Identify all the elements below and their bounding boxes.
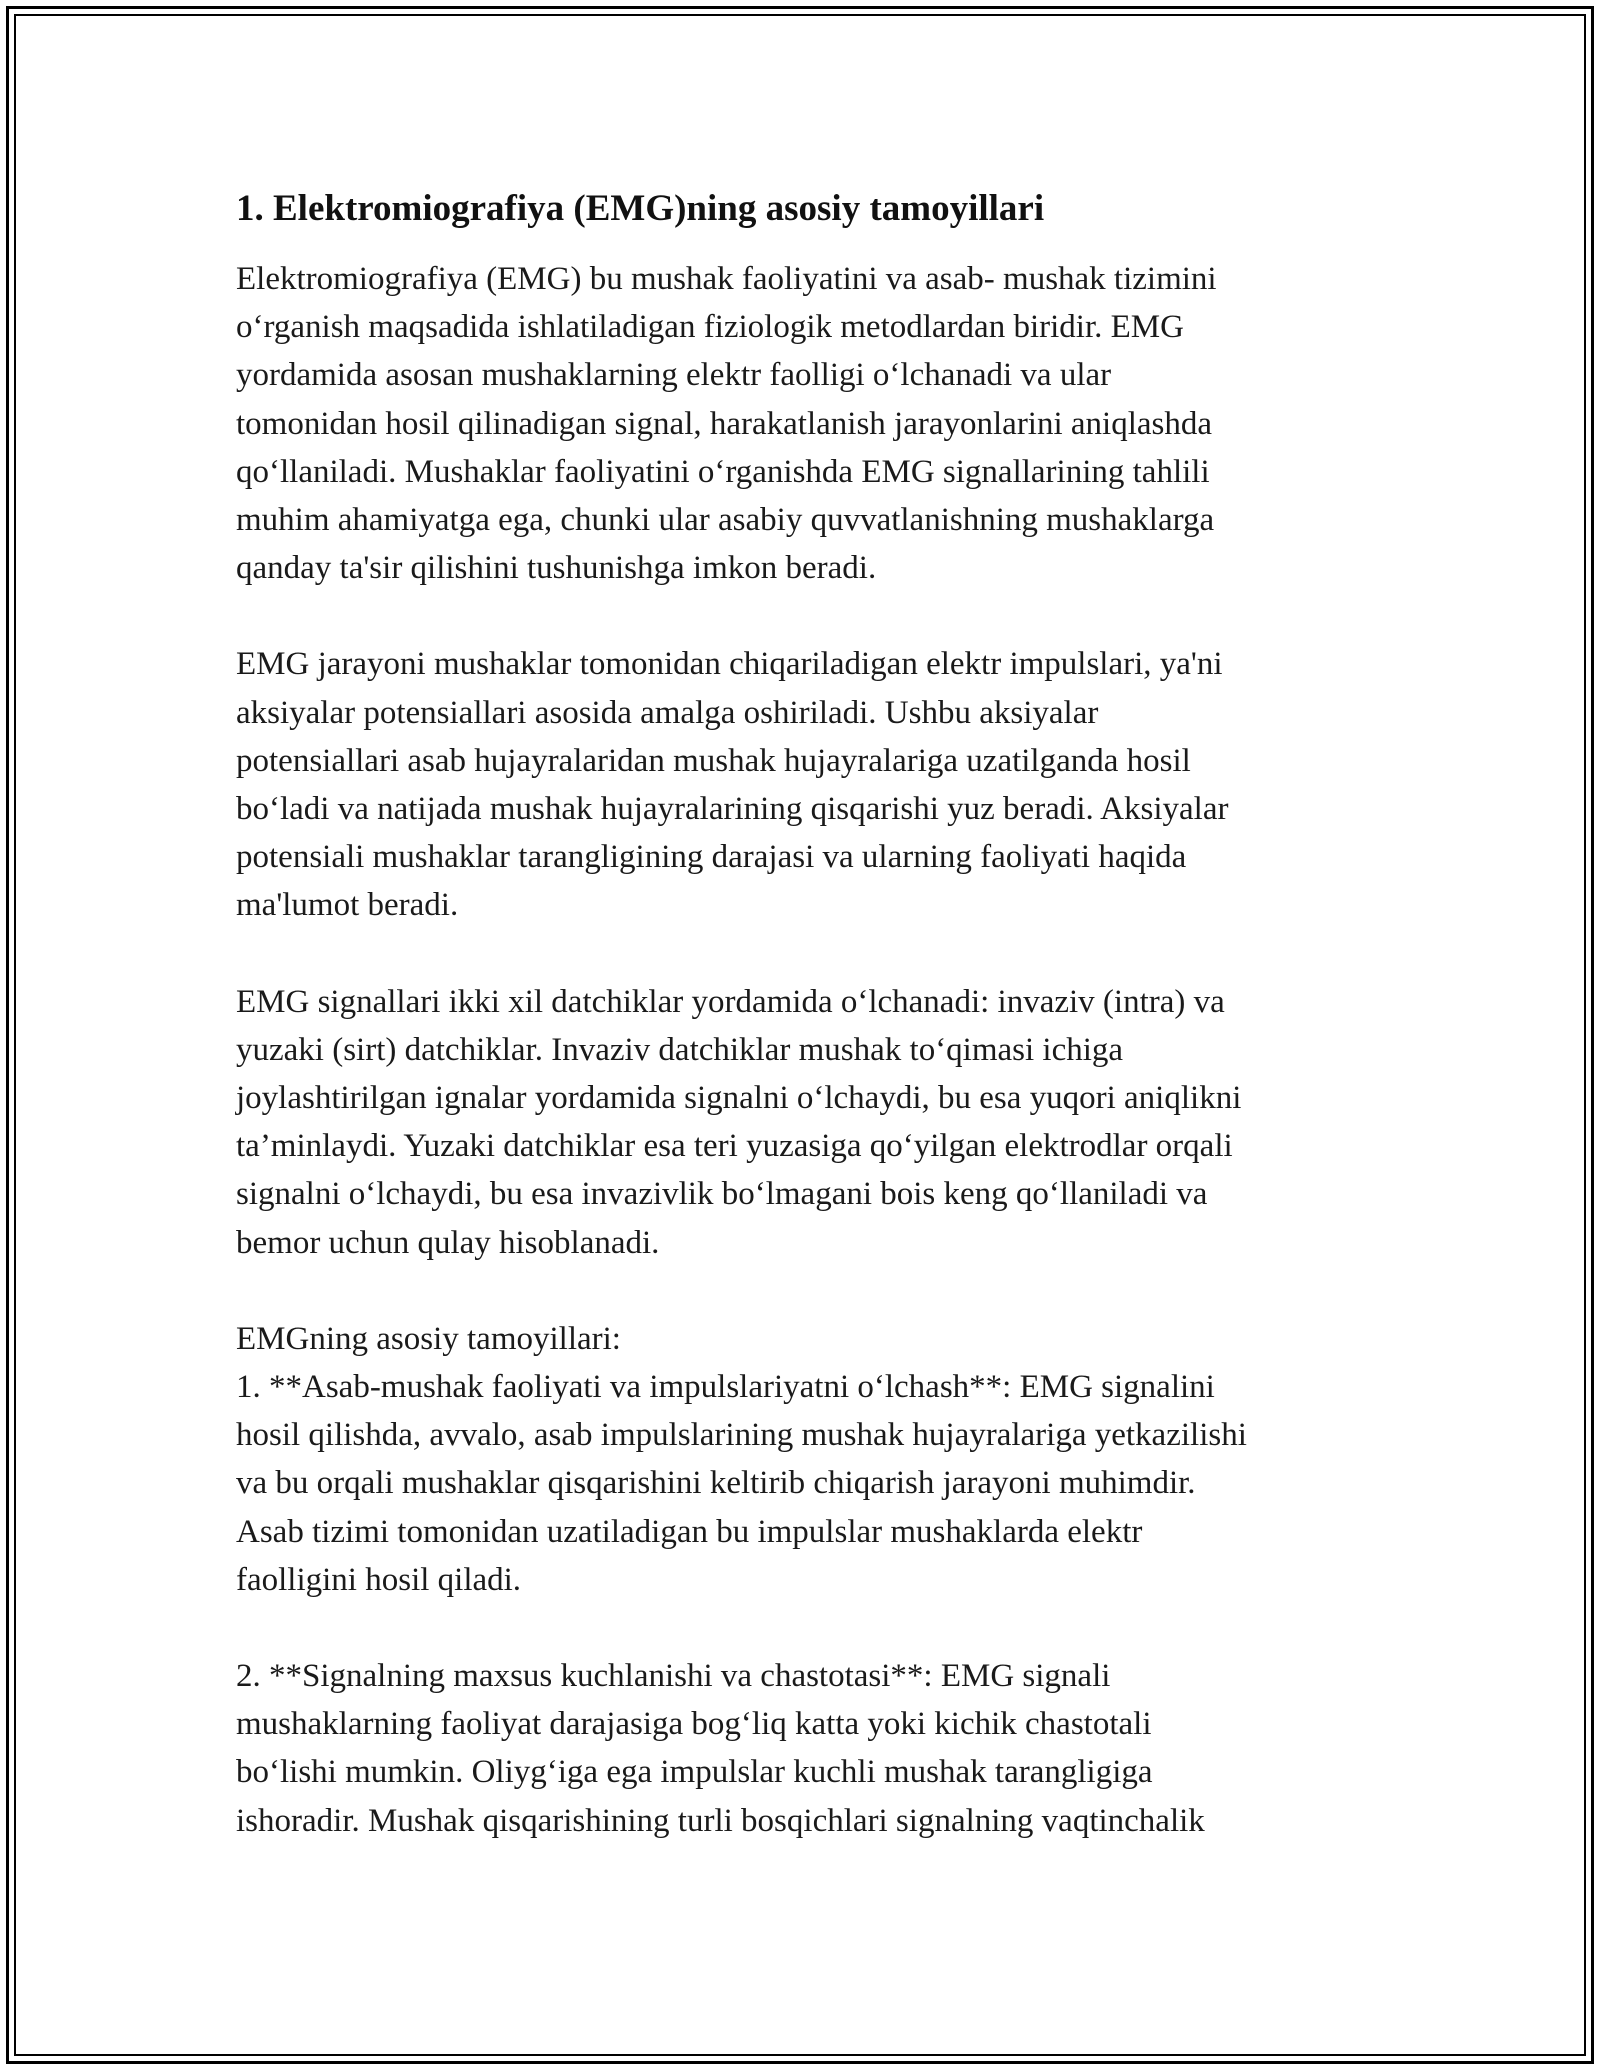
text-line: faolligini hosil qiladi. <box>236 1561 522 1598</box>
paragraph-emg-process <box>236 640 1376 929</box>
text-line: yordamida asosan mushaklarning elektr faolligi o‘lchanadi va ular <box>236 357 1112 394</box>
paragraph-gap <box>236 1267 1376 1315</box>
text-line: aksiyalar potensiallari asosida amalga oshiriladi. Ushbu aksiyalar <box>236 694 1099 731</box>
text-line: ta’minlaydi. Yuzaki datchiklar esa teri yuzasiga qo‘yilgan elektrodlar orqali <box>236 1128 1233 1165</box>
document-body <box>236 185 1376 1845</box>
paragraph-emg-definition <box>236 255 1376 592</box>
text-line: qanday ta'sir qilishini tushunishga imkon beradi. <box>236 550 877 587</box>
text-line: Elektromiografiya (EMG) bu mushak faoliyatini va asab- mushak tizimini <box>236 261 1217 297</box>
paragraph-principles-1 <box>236 1315 1376 1604</box>
text-line: EMGning asosiy tamoyillari: <box>236 1320 621 1357</box>
text-line: EMG jarayoni mushaklar tomonidan chiqariladigan elektr impulslari, ya'ni <box>236 646 1223 683</box>
paragraph-emg-sensors <box>236 978 1376 1267</box>
text-line: signalni o‘lchaydi, bu esa invazivlik bo‘lmagani bois keng qo‘llaniladi va <box>236 1176 1208 1213</box>
text-line: potensiali mushaklar tarangligining darajasi va ularning faoliyati haqida <box>236 839 1187 876</box>
text-line: tomonidan hosil qilinadigan signal, harakatlanish jarayonlarini aniqlashda <box>236 405 1213 442</box>
text-line: o‘rganish maqsadida ishlatiladigan fiziologik metodlardan biridir. EMG <box>236 309 1184 346</box>
paragraph-gap <box>236 1604 1376 1652</box>
paragraph-gap <box>236 592 1376 640</box>
section-heading: 1. Elektromiografiya (EMG)ning asosiy tamoyillari <box>236 188 1045 229</box>
text-line: mushaklarning faoliyat darajasiga bog‘liq katta yoki kichik chastotali <box>236 1706 1152 1743</box>
text-line: qo‘llaniladi. Mushaklar faoliyatini o‘rganishda EMG signallarining tahlili <box>236 453 1210 490</box>
paragraph-gap <box>236 930 1376 978</box>
text-line: bemor uchun qulay hisoblanadi. <box>236 1224 660 1261</box>
text-line: bo‘lishi mumkin. Oliyg‘iga ega impulslar kuchli mushak tarangligiga <box>236 1754 1153 1791</box>
text-line: va bu orqali mushaklar qisqarishini keltirib chiqarish jarayoni muhimdir. <box>236 1465 1196 1502</box>
text-line: EMG signallari ikki xil datchiklar yordamida o‘lchanadi: invaziv (intra) va <box>236 983 1225 1020</box>
text-line: muhim ahamiyatga ega, chunki ular asabiy quvvatlanishning mushaklarga <box>236 502 1215 539</box>
text-line: joylashtirilgan ignalar yordamida signalni o‘lchaydi, bu esa yuqori aniqlikni <box>236 1080 1242 1117</box>
text-line: potensiallari asab hujayralaridan mushak hujayralariga uzatilganda hosil <box>236 742 1191 779</box>
paragraph-principles-2 <box>236 1652 1376 1845</box>
text-line: ishoradir. Mushak qisqarishining turli bosqichlari signalning vaqtinchalik <box>236 1802 1205 1839</box>
text-line: 2. **Signalning maxsus kuchlanishi va chastotasi**: EMG signali <box>236 1658 1111 1695</box>
text-line: Asab tizimi tomonidan uzatiladigan bu impulslar mushaklarda elektr <box>236 1513 1143 1550</box>
text-line: yuzaki (sirt) datchiklar. Invaziv datchiklar mushak to‘qimasi ichiga <box>236 1031 1124 1068</box>
text-line: 1. **Asab-mushak faoliyati va impulslariyatni o‘lchash**: EMG signalini <box>236 1369 1215 1406</box>
text-line: hosil qilishda, avvalo, asab impulslarining mushak hujayralariga yetkazilishi <box>236 1417 1247 1454</box>
text-line: ma'lumot beradi. <box>236 887 459 924</box>
text-line: bo‘ladi va natijada mushak hujayralarining qisqarishi yuz beradi. Aksiyalar <box>236 791 1229 828</box>
